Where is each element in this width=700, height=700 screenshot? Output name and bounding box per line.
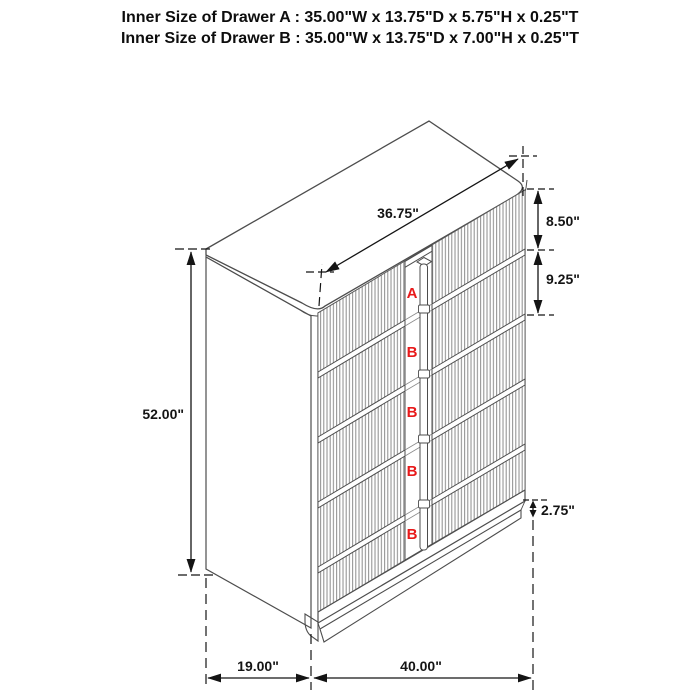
drawer-label-b2: B xyxy=(406,404,418,421)
dim-drawer-a-height xyxy=(527,189,580,250)
dim-drawer-b-label: 9.25" xyxy=(546,271,580,287)
drawer-label-b3: B xyxy=(406,463,418,480)
dim-overall-width-label: 40.00" xyxy=(400,658,442,674)
dim-base-height xyxy=(523,500,575,518)
drawer-label-a: A xyxy=(406,285,418,302)
dim-drawer-b-height xyxy=(527,252,580,315)
dim-top-width-label: 36.75" xyxy=(377,205,419,221)
drawer-label-b1: B xyxy=(406,344,418,361)
drawer-label-b4: B xyxy=(406,526,418,543)
inner-size-drawer-a: Inner Size of Drawer A : 35.00"W x 13.75"D x 5.75"H x 0.25"T xyxy=(121,9,579,26)
drawer-handle xyxy=(417,258,432,551)
dim-depth-label: 19.00" xyxy=(237,658,279,674)
dim-overall-height-label: 52.00" xyxy=(142,406,184,422)
dim-overall-height xyxy=(142,249,214,575)
dim-drawer-a-label: 8.50" xyxy=(546,213,580,229)
cabinet-drawing xyxy=(206,121,527,642)
inner-size-drawer-b: Inner Size of Drawer B : 35.00"W x 13.75"D x 7.00"H x 0.25"T xyxy=(120,30,580,47)
cabinet-left-panel xyxy=(206,257,311,628)
dim-base-height-label: 2.75" xyxy=(541,502,575,518)
